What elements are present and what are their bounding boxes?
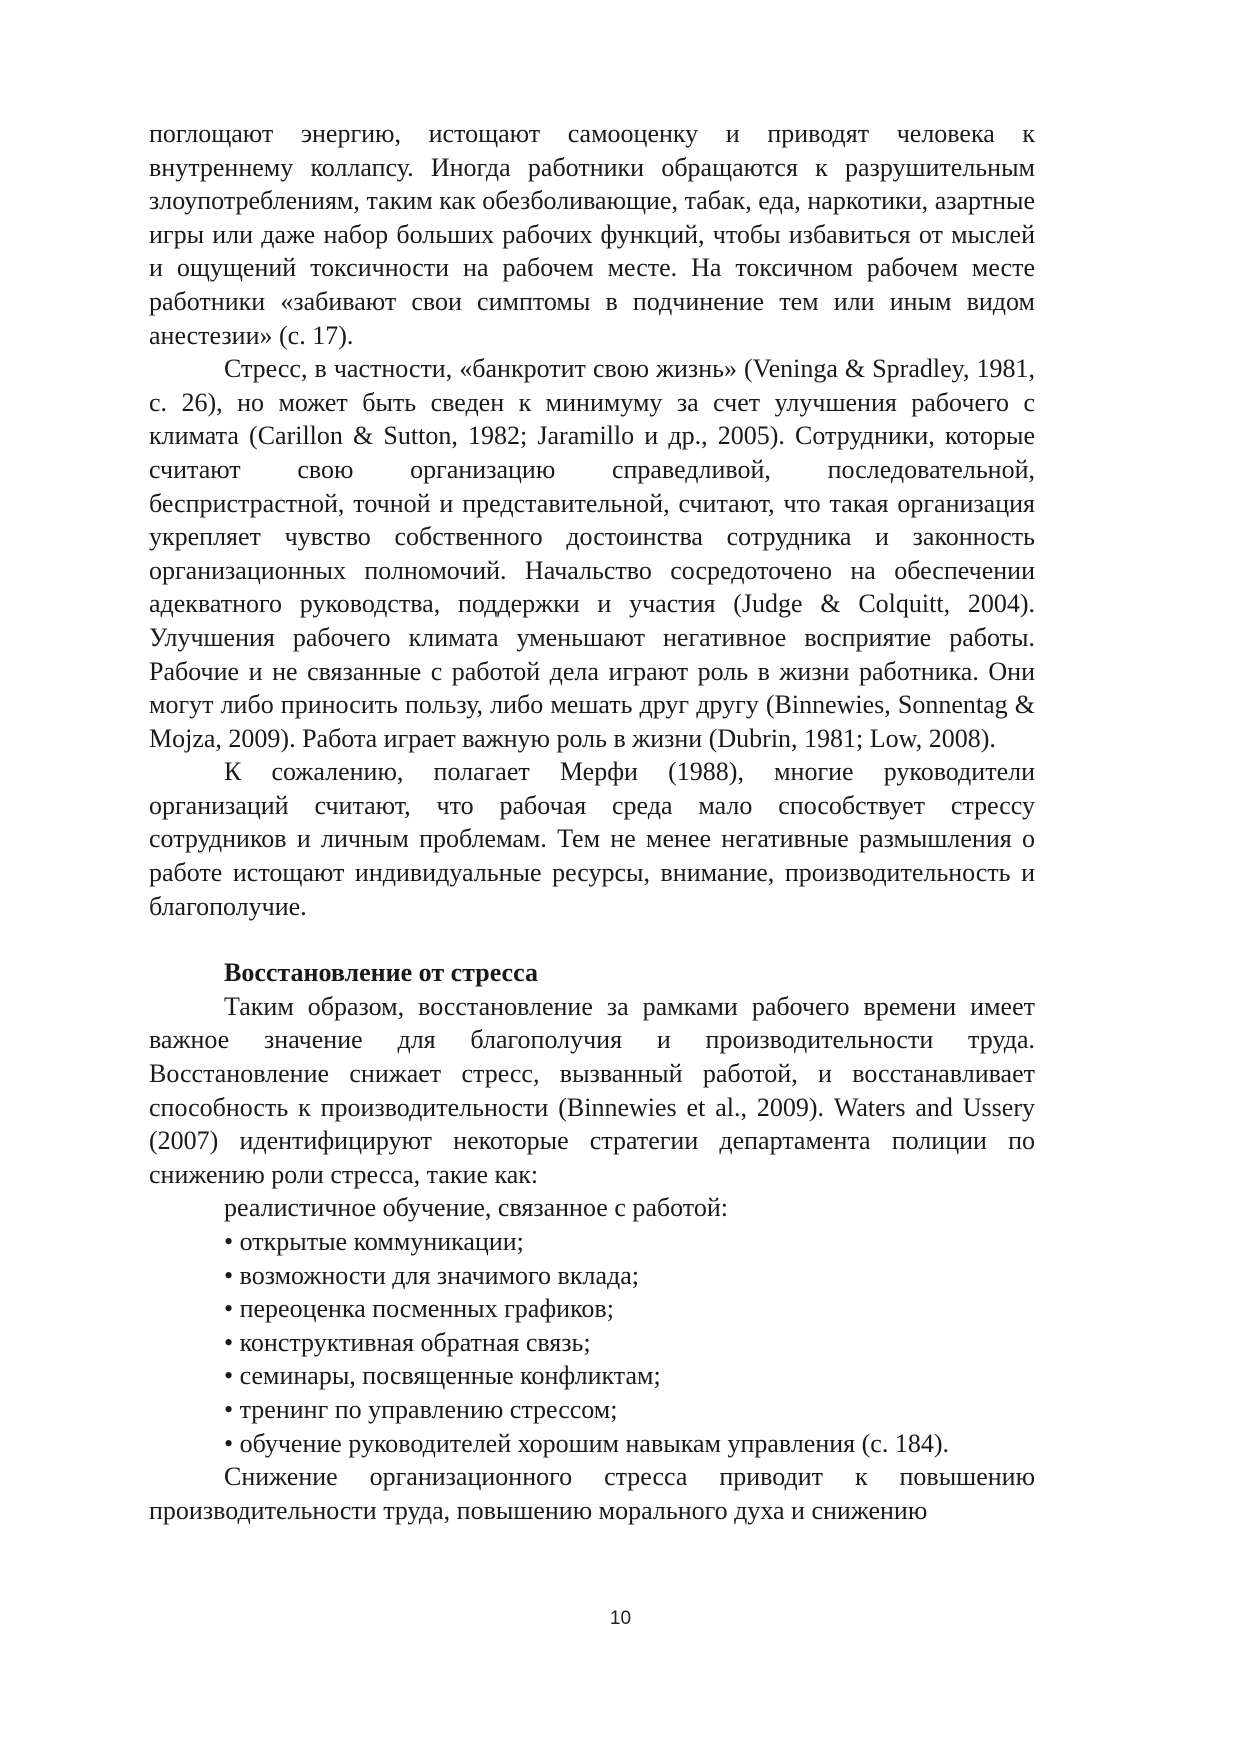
- list-item: • открытые коммуникации;: [224, 1227, 524, 1256]
- list-item: • тренинг по управлению стрессом;: [224, 1394, 618, 1424]
- paragraph-4: Таким образом, восстановление за рамками рабочего времени имеет важное значение для благополучия и производительности труда. Восстановление снижает стресс, вызванный работой, и восстанавливает способность к производительности (Binnewies et al., 2009). Waters and Ussery (2007) идентифицируют некоторые стратегии департамента полиции по снижению роли стресса, такие как:: [149, 991, 1035, 1189]
- list-item: • обучение руководителей хорошим навыкам управления (с. 184).: [224, 1428, 949, 1458]
- list-item: • переоценка посменных графиков;: [224, 1294, 614, 1324]
- document-page: [149, 117, 1035, 1527]
- paragraph-1: поглощают энергию, истощают самооценку и приводят человека к внутреннему коллапсу. Иногда работники обращаются к разрушительным злоупотреблениям, таким как обезболивающие, табак, еда, наркотики, азартные игры или даже набор больших рабочих функций, чтобы избавиться от мыслей и ощущений токсичности на рабочем месте. На токсичном рабочем месте работники «забивают свои симптомы в подчинение тем или иным видом анестезии» (с. 17).: [149, 119, 1035, 350]
- paragraph-3: К сожалению, полагает Мерфи (1988), многие руководители организаций считают, что рабочая среда мало способствует стрессу сотрудников и личным проблемам. Тем не менее негативные размышления о работе истощают индивидуальные ресурсы, внимание, производительность и благополучие.: [149, 757, 1035, 921]
- strategy-list: [149, 1191, 1035, 1460]
- list-item: • конструктивная обратная связь;: [224, 1327, 591, 1357]
- section-heading: Восстановление от стресса: [224, 958, 538, 988]
- list-item: реалистичное обучение, связанное с работой:: [224, 1193, 728, 1223]
- page-number: 10: [609, 1608, 632, 1629]
- paragraph-5: Снижение организационного стресса приводит к повышению производительности труда, повышению морального духа и снижению: [149, 1462, 1035, 1525]
- paragraph-2: Стресс, в частности, «банкротит свою жизнь» (Veninga & Spradley, 1981, с. 26), но может быть сведен к минимуму за счет улучшения рабочего с климата (Carillon & Sutton, 1982; Jaramillo и др., 2005). Сотрудники, которые считают свою организацию справедливой, последовательной, беспристрастной, точной и представительной, считают, что такая организация укрепляет чувство собственного достоинства сотрудника и законность организационных полномочий. Начальство сосредоточено на обеспечении адекватного руководства, поддержки и участия (Judge & Colquitt, 2004). Улучшения рабочего климата уменьшают негативное восприятие работы. Рабочие и не связанные с работой дела играют роль в жизни работника. Они могут либо приносить пользу, либо мешать друг другу (Binnewies, Sonnentag & Mojza, 2009). Работа играет важную роль в жизни (Dubrin, 1981; Low, 2008).: [149, 354, 1035, 753]
- list-item: • семинары, посвященные конфликтам;: [224, 1361, 661, 1391]
- list-item: • возможности для значимого вклада;: [224, 1260, 639, 1290]
